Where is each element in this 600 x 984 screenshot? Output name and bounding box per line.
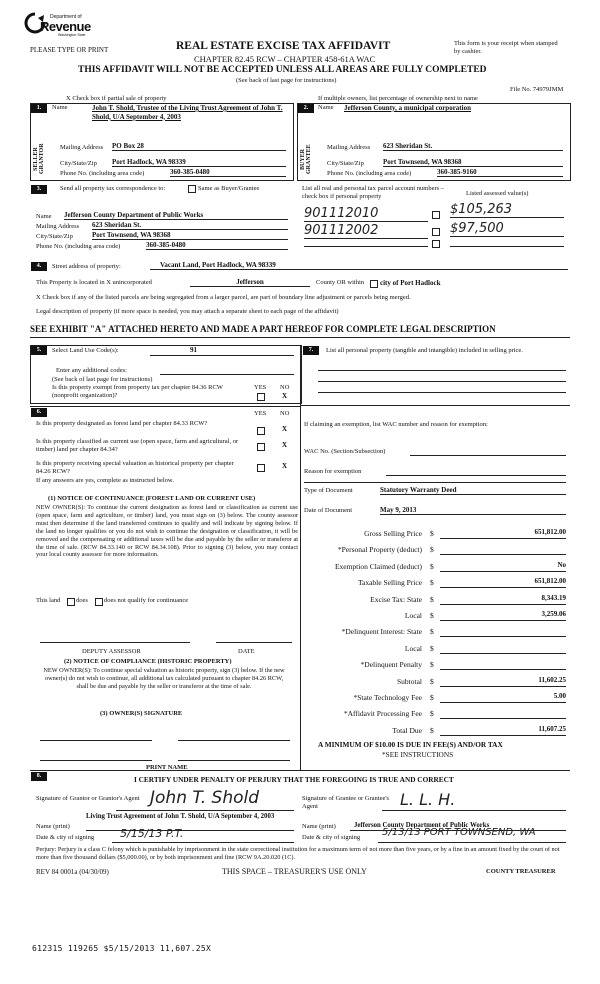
grantor-sig-label: Signature of Grantor or Grantor's Agent <box>36 795 140 802</box>
parcel-number-1[interactable]: 901112010 <box>304 206 428 222</box>
does-qualify-checkbox[interactable] <box>67 598 75 606</box>
parcel-1-personal-checkbox[interactable] <box>432 211 440 219</box>
see-back-note: (See back of last page for instructions) <box>236 77 337 84</box>
grantee-signature[interactable]: L. L. H. <box>400 790 456 809</box>
section5-see-back: (See back of last page for instructions) <box>52 376 153 383</box>
section5-yes: YES <box>254 384 267 391</box>
section-2-number: 2. <box>298 104 314 113</box>
tax-row-label: *Personal Property (deduct) <box>337 545 422 555</box>
forest-question: Is this property designated as forest land per chapter 84.33 RCW? <box>36 420 208 427</box>
parcels-label: List all real and personal tax parcel account numbers – check box if personal property <box>302 185 445 200</box>
grantor-signature[interactable]: John T. Shold <box>150 788 260 808</box>
file-no: File No. 74979JMM <box>510 86 564 93</box>
section6-yes: YES <box>254 410 267 417</box>
exhibit-rule <box>30 337 570 338</box>
tax-row-label: *Affidavit Processing Fee <box>343 709 422 719</box>
print-name-label: PRINT NAME <box>146 764 188 771</box>
owner-sig-line-2 <box>178 740 290 741</box>
tax-row-value[interactable]: 3,259.06 <box>440 610 566 621</box>
tax-row-value[interactable]: No <box>440 561 566 572</box>
tax-row-label: *Delinquent Penalty <box>360 660 422 670</box>
tax-row-dollar: $ <box>430 611 434 620</box>
section-5-number: 5. <box>31 346 47 355</box>
corr-name[interactable]: Jefferson County Department of Public Works <box>64 211 288 220</box>
corr-city-label: City/State/Zip <box>36 233 73 240</box>
exhibit-note: SEE EXHIBIT "A" ATTACHED HERETO AND MADE A PART HEREOF FOR COMPLETE LEGAL DESCRIPTION <box>30 324 496 334</box>
corr-name-label: Name <box>36 213 52 220</box>
section6-bar <box>30 406 300 407</box>
deputy-date-line <box>216 642 292 643</box>
this-land-label: This land <box>36 597 61 604</box>
parcel-2-personal-checkbox[interactable] <box>432 228 440 236</box>
section-1-number: 1. <box>31 104 47 113</box>
exempt-no-mark[interactable]: X <box>282 392 288 400</box>
grantor-name-line <box>86 830 294 831</box>
tax-row-value[interactable] <box>440 643 566 654</box>
wac-claim-label: If claiming an exemption, list WAC number and reason for exemption: <box>304 421 488 428</box>
tax-row-dollar: $ <box>430 709 434 719</box>
does-not-label: does not qualify for continuance <box>104 597 189 604</box>
corr-phone-label: Phone No. (including area code) <box>36 243 121 250</box>
tax-row-label: Subtotal <box>396 676 422 686</box>
doc-date-label: Date of Document <box>304 507 353 514</box>
pp-line-1 <box>318 370 566 371</box>
historic-question: Is this property receiving special valuation as historical property per chapter 84.26 RCW? <box>36 460 234 475</box>
notice1-body: NEW OWNER(S): To continue the current designation as forest land or classification as current use (open space, farm and agriculture, or timber) land, you must sign on (3) below. The county assessor must then determine if the land transferred continues to qualify and will indicate by signing below. If the land no longer qualifies or you do not wish to continue the designation or classification, it will be removed and the compensating or additional taxes will be due and payable by the seller or transferor at the time of sale. (RCW 84.33.140 or RCW 84.34.108). Prior to signing (3) below, you may contact your local county assessor for more information. <box>36 504 298 559</box>
tax-row-label: Taxable Selling Price <box>357 578 422 588</box>
buyer-city[interactable]: Port Townsend, WA 98368 <box>383 158 563 167</box>
section-6-number: 6. <box>31 408 47 417</box>
historic-no-mark[interactable]: X <box>282 462 288 470</box>
seller-name-label: Name <box>52 104 68 111</box>
tax-row-dollar: $ <box>430 643 434 653</box>
segregated-note: X Check box if any of the listed parcels are being segregated from a larger parcel, are part of boundary line adjustment or parcels being merged. <box>36 294 411 301</box>
current-use-no-mark[interactable]: X <box>282 441 288 449</box>
logo-name: Revenue <box>40 19 91 34</box>
tax-row-value[interactable]: 651,812.00 <box>440 528 566 539</box>
tax-row-label: Excise Tax: State <box>370 594 422 604</box>
section7-rule <box>300 405 570 406</box>
doc-type[interactable]: Statutory Warranty Deed <box>380 486 566 495</box>
forest-yes-checkbox[interactable] <box>257 427 265 435</box>
seller-name[interactable]: John T. Shold, Trustee of the Living Trust Agreement of John T. Shold, U/A September 4, 2003 <box>92 104 283 121</box>
tax-row-value[interactable] <box>440 708 566 719</box>
grantee-date[interactable]: 5/13/13 PORT TOWNSEND, WA <box>382 827 536 838</box>
deputy-date-label: DATE <box>238 648 255 655</box>
tax-row-value[interactable]: 8,343.19 <box>440 594 566 605</box>
deputy-assessor-label: DEPUTY ASSESSOR <box>82 648 141 655</box>
tax-row-dollar: $ <box>430 725 434 735</box>
land-use-line <box>150 355 294 356</box>
grantee-name[interactable]: Jefferson County Department of Public Works <box>354 822 490 829</box>
yes-answers-note: If any answers are yes, complete as instructed below. <box>36 477 174 484</box>
receipt-note: This form is your receipt when stamped by cashier. <box>454 40 558 55</box>
grantor-name[interactable]: Living Trust Agreement of John T. Shold, U/A September 4, 2003 <box>86 813 275 820</box>
parcel-value-1[interactable]: $105,263 <box>450 202 564 218</box>
doc-type-label: Type of Document <box>304 487 353 494</box>
street-address[interactable]: Vacant Land, Port Hadlock, WA 98339 <box>150 261 568 270</box>
grantee-date-line <box>378 842 566 843</box>
reason-label: Reason for exemption <box>304 468 362 475</box>
grantee-sig-label: Signature of Grantee or Grantee's Agent <box>302 795 390 810</box>
form-warning: THIS AFFIDAVIT WILL NOT BE ACCEPTED UNLESS ALL AREAS ARE FULLY COMPLETED <box>78 65 487 75</box>
same-as-buyer-label: Same as Buyer/Grantee <box>198 185 260 192</box>
form-title: REAL ESTATE EXCISE TAX AFFIDAVIT <box>176 40 391 52</box>
grantee-date-label: Date & city of signing <box>302 834 361 841</box>
section-7-number: 7. <box>303 346 319 355</box>
owner-signature-label: (3) OWNER(S) SIGNATURE <box>100 710 183 717</box>
buyer-phone[interactable]: 360-385-9160 <box>437 168 563 177</box>
notice2-title: (2) NOTICE OF COMPLIANCE (HISTORIC PROPERTY) <box>64 658 232 665</box>
grantor-sig-line <box>116 810 294 811</box>
reason-line-2 <box>304 482 566 483</box>
seller-phone-label: Phone No. (including area code) <box>60 170 145 177</box>
logo-state: Washington State <box>58 33 86 37</box>
tax-row-value[interactable]: 11,607.25 <box>440 725 566 736</box>
grantee-name-label: Name (print) <box>302 823 336 830</box>
minimum-note: A MINIMUM OF $10.00 IS DUE IN FEE(S) AND/OR TAX <box>318 740 503 749</box>
perjury-note: Perjury: Perjury is a class C felony which is punishable by imprisonment in the state correctional institution for a maximum term of not more than five years, or by a fine in an amount fixed by the court of not more than five thousand dollars ($5,000.00), or by both imprisonment and fine (RCW 9A.20.020 (1C). <box>36 846 560 861</box>
corr-city[interactable]: Port Townsend, WA 98368 <box>92 231 288 240</box>
exempt-yes-checkbox[interactable] <box>257 393 265 401</box>
tax-row-dollar: $ <box>430 529 434 538</box>
form-chapter: CHAPTER 82.45 RCW – CHAPTER 458-61A WAC <box>194 54 376 64</box>
wac-no-line <box>410 455 566 456</box>
parcel-row-3-value-line <box>450 246 564 247</box>
exempt-question: Is this property exempt from property tax per chapter 84.36 RCW (nonprofit organization)? <box>52 384 223 399</box>
section6-no: NO <box>280 410 290 417</box>
doc-date[interactable]: May 9, 2013 <box>380 506 566 515</box>
correspondence-label: Send all property tax correspondence to: <box>60 185 166 192</box>
tax-row-dollar: $ <box>430 693 434 702</box>
seller-city-label: City/State/Zip <box>60 160 97 167</box>
grantor-date-line <box>112 842 294 843</box>
current-use-question: Is this property classified as current use (open space, farm and agricultural, or timber) land per chapter 84.34? <box>36 438 239 453</box>
buyer-phone-label: Phone No. (including area code) <box>327 170 412 177</box>
certify-statement: I CERTIFY UNDER PENALTY OF PERJURY THAT THE FOREGOING IS TRUE AND CORRECT <box>134 775 454 784</box>
seller-phone[interactable]: 360-385-0480 <box>170 168 286 177</box>
logo-dept: Department of <box>50 14 82 20</box>
grantee-sig-line <box>382 810 566 811</box>
parcel-number-2[interactable]: 901112002 <box>304 223 428 239</box>
owner-sig-line-1 <box>40 740 152 741</box>
multiple-owners-note: If multiple owners, list percentage of ownership next to name <box>318 95 478 102</box>
tax-row-label: Total Due <box>392 725 422 735</box>
tax-row-value[interactable]: 11,602.25 <box>440 676 566 687</box>
does-not-qualify-checkbox[interactable] <box>95 598 103 606</box>
pp-line-3 <box>318 392 566 393</box>
parcel-3-personal-checkbox[interactable] <box>432 240 440 248</box>
buyer-mailing-label: Mailing Address <box>327 144 371 151</box>
treasurer-use: THIS SPACE – TREASURER'S USE ONLY <box>222 867 367 876</box>
additional-codes-label: Enter any additional codes: <box>56 367 127 374</box>
tax-row-label: Gross Selling Price <box>364 529 422 538</box>
tax-row-label: *State Technology Fee <box>353 693 422 702</box>
grantor-date-label: Date & city of signing <box>36 834 95 841</box>
land-use-label: Select Land Use Code(s): <box>52 347 119 354</box>
partial-sale-note: X Check box if partial sale of property <box>66 95 167 102</box>
assessed-label: Listed assessed value(s) <box>466 190 529 197</box>
tax-row-value[interactable] <box>440 626 566 637</box>
street-address-label: Street address of property: <box>52 263 121 270</box>
tax-row-value[interactable]: 651,812.00 <box>440 577 566 588</box>
grantor-name-label: Name (print) <box>36 823 70 830</box>
print-name-line-2 <box>178 760 290 761</box>
deputy-line <box>40 642 190 643</box>
tax-row-dollar: $ <box>430 676 434 686</box>
land-use-code[interactable]: 91 <box>190 346 197 354</box>
tax-row-label: Local <box>404 611 422 620</box>
county-treasurer: COUNTY TREASURER <box>486 868 556 875</box>
city-of: city of Port Hadlock <box>380 279 441 287</box>
tax-row-dollar: $ <box>430 660 434 670</box>
parcel-value-2[interactable]: $97,500 <box>450 221 564 237</box>
print-note: PLEASE TYPE OR PRINT <box>30 46 109 54</box>
tax-row-value[interactable]: 5.00 <box>440 692 566 703</box>
forest-no-mark[interactable]: X <box>282 425 288 433</box>
parcel-row-3-line <box>304 246 428 247</box>
section-8-number: 8. <box>31 772 47 781</box>
does-label: does <box>76 597 88 604</box>
revenue-logo <box>24 12 90 36</box>
tax-row-value[interactable] <box>440 544 566 555</box>
tax-row-label: Exemption Claimed (deduct) <box>334 561 422 571</box>
additional-codes-line <box>160 374 294 375</box>
grantor-date[interactable]: 5/15/13 P.T. <box>120 827 184 840</box>
section8-rule <box>30 770 570 771</box>
notice1-title: (1) NOTICE OF CONTINUANCE (FOREST LAND OR CURRENT USE) <box>48 495 256 502</box>
mid-divider <box>300 345 301 770</box>
corr-mailing-label: Mailing Address <box>36 223 80 230</box>
same-as-buyer-checkbox[interactable] <box>188 185 196 193</box>
see-instructions: *SEE INSTRUCTIONS <box>382 750 454 759</box>
reason-line <box>386 475 566 476</box>
current-use-yes-checkbox[interactable] <box>257 443 265 451</box>
section-3-number: 3. <box>31 185 47 194</box>
pp-line-2 <box>318 381 566 382</box>
seller-mailing[interactable]: PO Box 28 <box>112 142 286 151</box>
seller-city[interactable]: Port Hadlock, WA 98339 <box>112 158 286 167</box>
corr-phone[interactable]: 360-385-0480 <box>146 241 288 250</box>
wac-no-label: WAC No. (Section/Subsection) <box>304 448 386 455</box>
within-city-checkbox[interactable] <box>370 280 378 288</box>
print-name-line-1 <box>40 760 152 761</box>
notice2-body: NEW OWNER(S): To continue special valuation as historic property, sign (3) below. If the new owner(s) do not wish to continue, all additional tax calculated pursuant to chapter 84.26 RCW, shall be due and payable by the seller or transferor at the time of sale. <box>43 667 285 690</box>
tax-row-dollar: $ <box>430 545 434 555</box>
tax-row-value[interactable] <box>440 659 566 670</box>
buyer-city-label: City/State/Zip <box>327 160 364 167</box>
legal-description-label: Legal description of property (if more space is needed, you may attach a separate sheet to each page of the affidavit) <box>36 308 339 315</box>
county-or: County OR within <box>316 279 365 286</box>
corr-mailing[interactable]: 623 Sheridan St. <box>92 221 288 230</box>
buyer-name-label: Name <box>318 104 334 111</box>
tax-row-dollar: $ <box>430 578 434 588</box>
section5-no: NO <box>280 384 290 391</box>
tax-row-label: Local <box>404 643 422 653</box>
personal-property-label: List all personal property (tangible and intangible) included in selling price. <box>326 347 523 354</box>
cashier-stamp: 612315 119265 $5/15/2013 11,607.25X <box>32 944 212 953</box>
located-text: This Property is located in X unincorporated <box>36 279 152 286</box>
buyer-side-label: BUYER GRANTEE <box>300 144 312 174</box>
section-4-number: 4. <box>31 262 47 271</box>
tax-row-dollar: $ <box>430 594 434 604</box>
tax-row-dollar: $ <box>430 627 434 637</box>
seller-mailing-label: Mailing Address <box>60 144 104 151</box>
buyer-name[interactable]: Jefferson County, a municipal corporation <box>344 104 471 112</box>
tax-row-label: *Delinquent Interest: State <box>341 627 422 637</box>
tax-row-dollar: $ <box>430 561 434 571</box>
seller-side-label: SELLER GRANTOR <box>33 143 45 175</box>
rev-number: REV 84 0001a (04/30/09) <box>36 868 109 876</box>
buyer-mailing[interactable]: 623 Sheridan St. <box>383 142 563 151</box>
county-name[interactable]: Jefferson <box>190 278 310 287</box>
historic-yes-checkbox[interactable] <box>257 464 265 472</box>
